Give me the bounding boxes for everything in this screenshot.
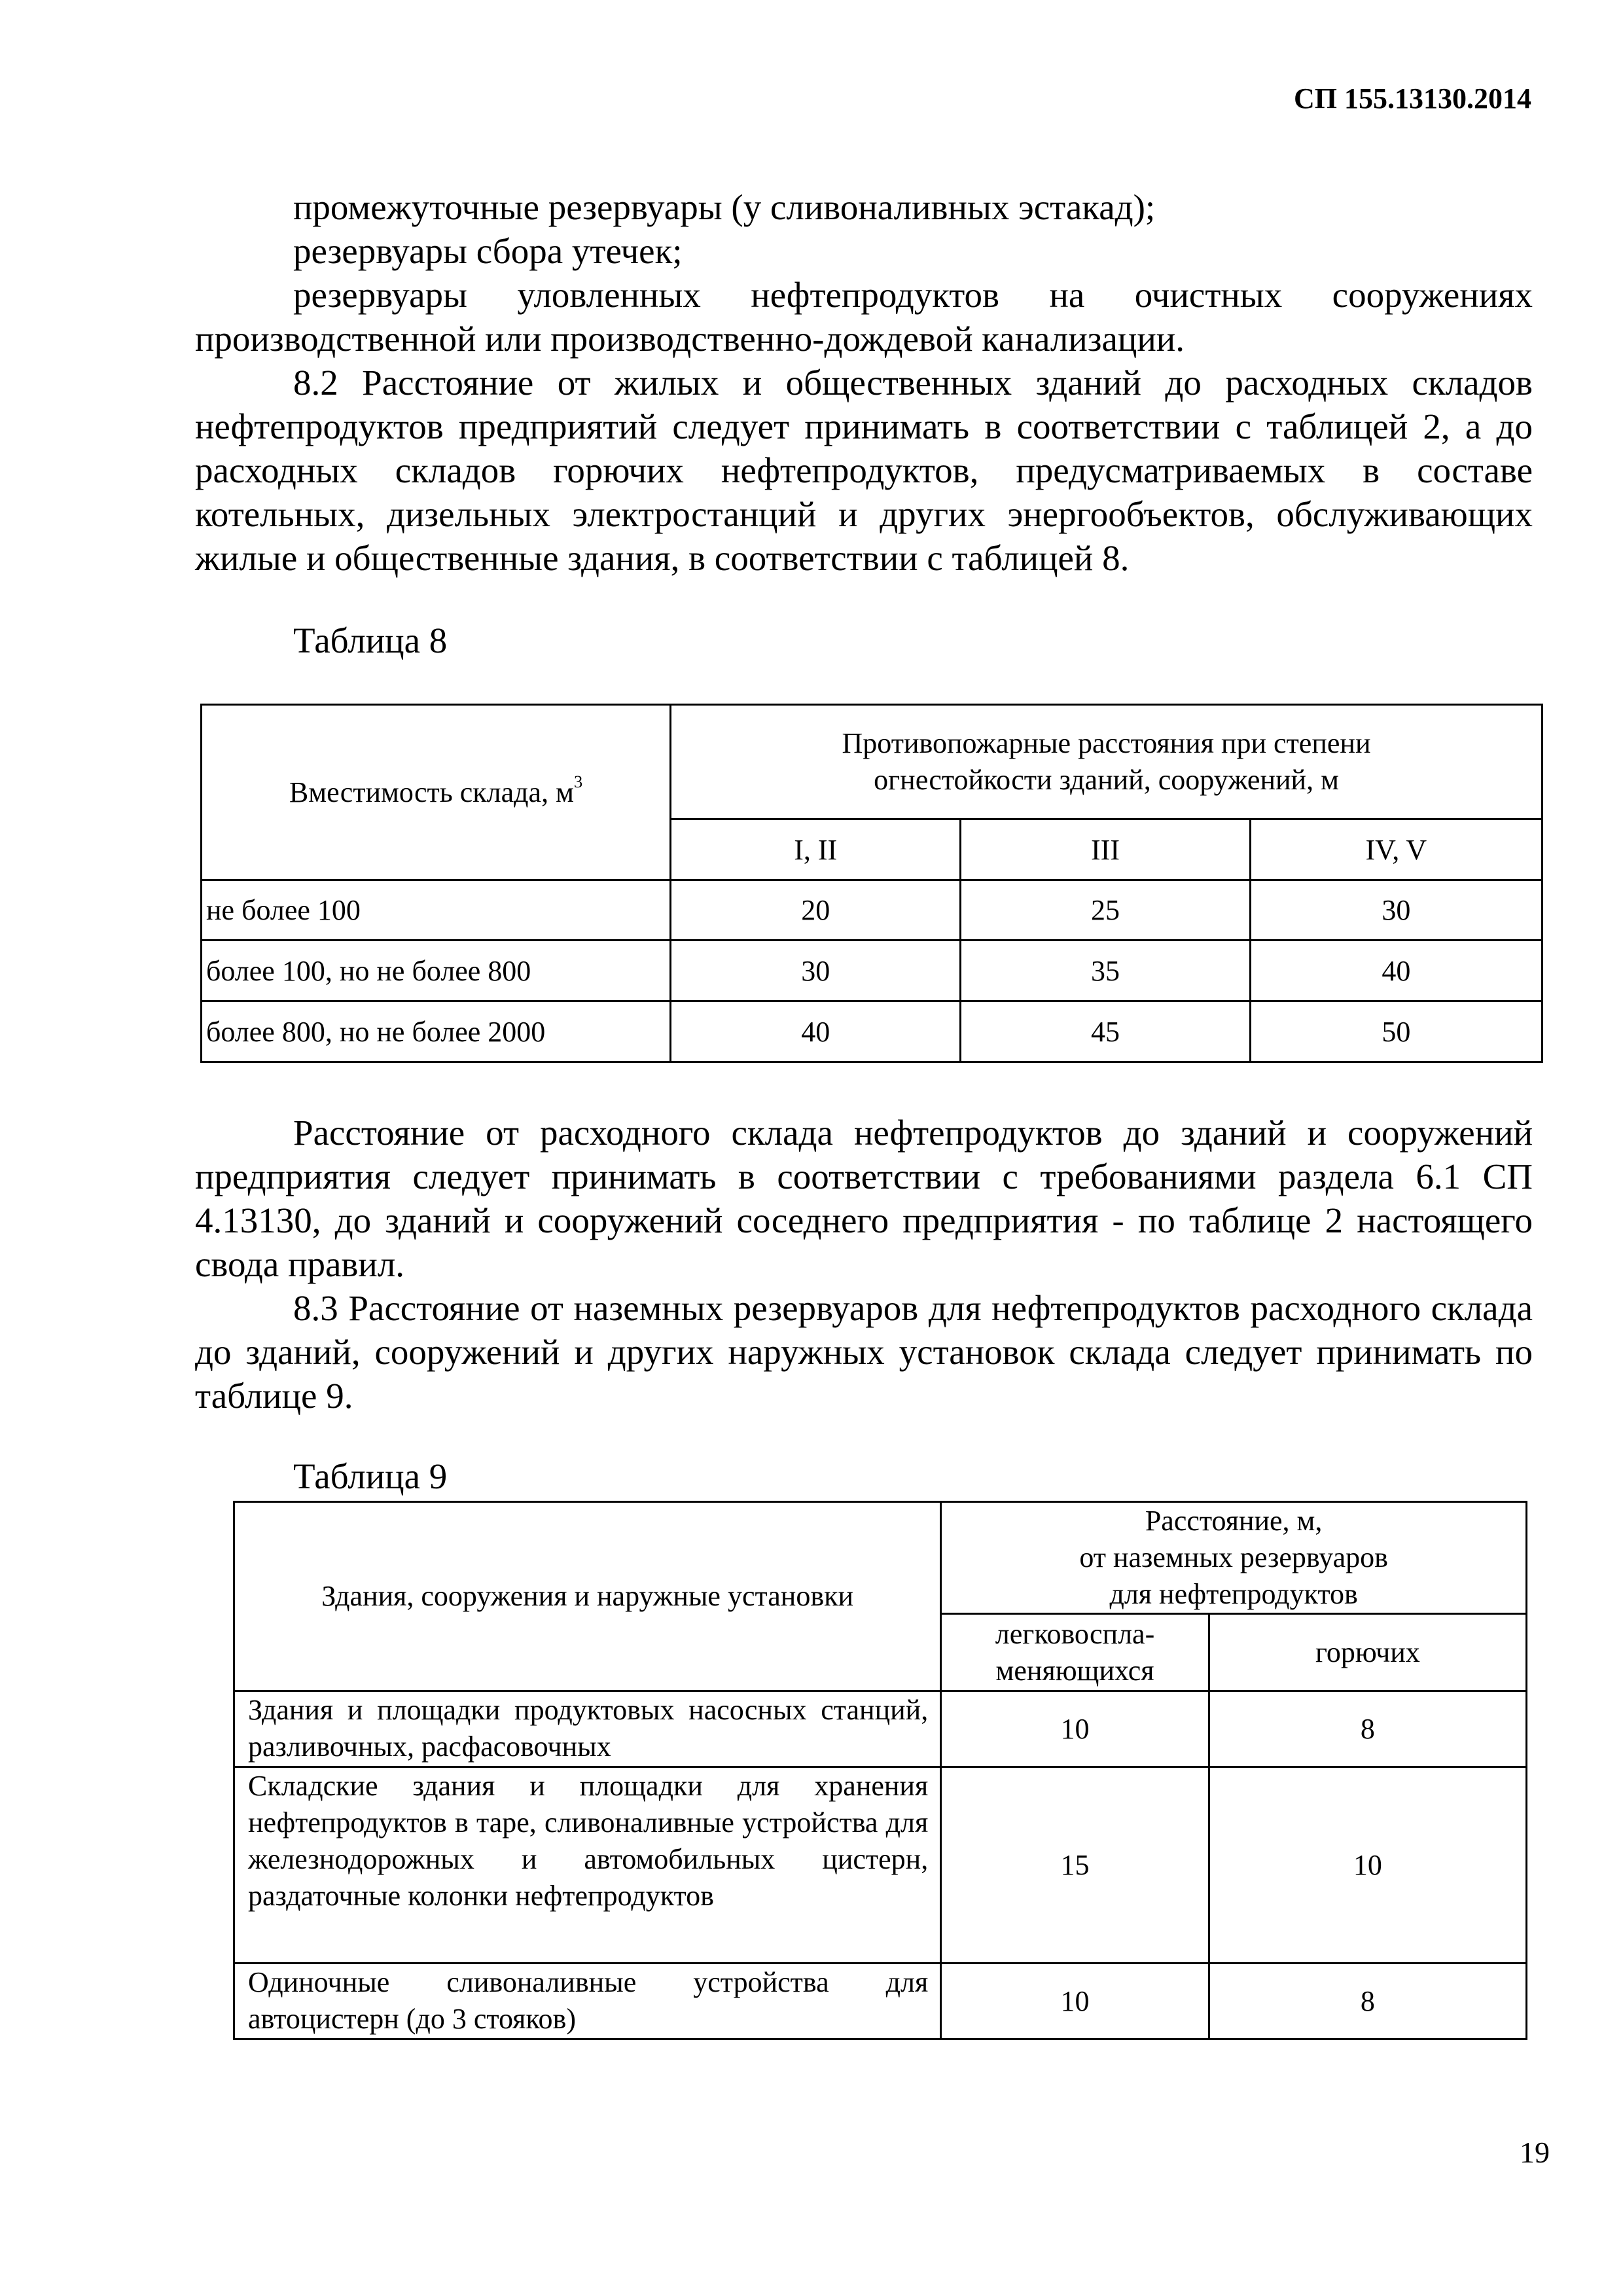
- table-cell: 45: [961, 1001, 1250, 1062]
- table9-caption: Таблица 9: [293, 1456, 448, 1496]
- table9-subheader-combustible: горючих: [1209, 1614, 1526, 1691]
- document-code: СП 155.13130.2014: [1294, 82, 1531, 115]
- table-row: [234, 1964, 1527, 2039]
- table8-group-header: Противопожарные расстояния при степени огнестойкости зданий, сооружений, м: [671, 705, 1543, 819]
- table8-row-label: более 800, но не более 2000: [202, 1001, 671, 1062]
- top-text-block: [195, 185, 1533, 580]
- table-row: [202, 880, 1543, 941]
- paragraph-list-item: резервуары сбора утечек;: [293, 231, 683, 271]
- paragraph: Расстояние от расходного склада нефтепродуктов до зданий и сооружений предприятия следует принимать в соответствии с требованиями раздела 6.1 СП 4.13130, до зданий и сооружений соседнего предприятия - по таблице 2 настоящего свода правил.: [195, 1113, 1533, 1284]
- table9-row-label: Здания и площадки продуктовых насосных станций, разливочных, расфасовочных: [234, 1691, 941, 1767]
- table-cell: 50: [1250, 1001, 1542, 1062]
- table-cell: 20: [671, 880, 961, 941]
- table-cell: 10: [1209, 1767, 1526, 1964]
- table-cell: 8: [1209, 1964, 1526, 2039]
- table9: [233, 1501, 1527, 2040]
- table8-row-label: не более 100: [202, 880, 671, 941]
- table-cell: 30: [1250, 880, 1542, 941]
- table-cell: 30: [671, 941, 961, 1001]
- page-number: 19: [1520, 2136, 1550, 2169]
- table-row: [234, 1767, 1527, 1964]
- paragraph-8-3: 8.3 Расстояние от наземных резервуаров для нефтепродуктов расходного склада до зданий, сооружений и других наружных установок склада следует принимать по таблице 9.: [195, 1288, 1533, 1416]
- superscript: 3: [573, 772, 583, 791]
- table-row: [234, 1691, 1527, 1767]
- table8-subheader: I, II: [671, 819, 961, 880]
- table9-row-label: Одиночные сливоналивные устройства для автоцистерн (до 3 стояков): [234, 1964, 941, 2039]
- table8-row-label: более 100, но не более 800: [202, 941, 671, 1001]
- table-cell: 10: [941, 1964, 1209, 2039]
- table-cell: 40: [1250, 941, 1542, 1001]
- paragraph-8-2: 8.2 Расстояние от жилых и общественных зданий до расходных складов нефтепродуктов предприятий следует принимать в соответствии с таблицей 2, а до расходных складов горючих нефтепродуктов, предусматриваемых в составе котельных, дизельных электростанций и других энергообъектов, обслуживающих жилые и общественные здания, в соответствии с таблицей 8.: [195, 363, 1533, 578]
- table8-subheader: IV, V: [1250, 819, 1542, 880]
- middle-text-block: [195, 1111, 1533, 1418]
- table-cell: 35: [961, 941, 1250, 1001]
- table-cell: 40: [671, 1001, 961, 1062]
- table-row: [202, 941, 1543, 1001]
- paragraph-list-item: промежуточные резервуары (у сливоналивных эстакад);: [293, 187, 1156, 227]
- table9-group-header: Расстояние, м, от наземных резервуаров для нефтепродуктов: [941, 1502, 1527, 1614]
- paragraph-list-item: резервуары уловленных нефтепродуктов на очистных сооружениях производственной или производственно-дождевой канализации.: [195, 275, 1533, 359]
- table9-row-label: Складские здания и площадки для хранения нефтепродуктов в таре, сливоналивные устройства для железнодорожных и автомобильных цистерн, раздаточные колонки нефтепродуктов: [234, 1767, 941, 1964]
- table-row: [202, 1001, 1543, 1062]
- table8-subheader: III: [961, 819, 1250, 880]
- table9-subheader-flammable: легковоспла- меняющихся: [941, 1614, 1209, 1691]
- table8-caption: Таблица 8: [293, 620, 448, 660]
- table9-col1-header: Здания, сооружения и наружные установки: [234, 1502, 941, 1691]
- table8-col1-header: Вместимость склада, $м^3$: [202, 705, 671, 880]
- table8: [200, 704, 1543, 1063]
- table-cell: 10: [941, 1691, 1209, 1767]
- table-cell: 15: [941, 1767, 1209, 1964]
- table-cell: 8: [1209, 1691, 1526, 1767]
- table-cell: 25: [961, 880, 1250, 941]
